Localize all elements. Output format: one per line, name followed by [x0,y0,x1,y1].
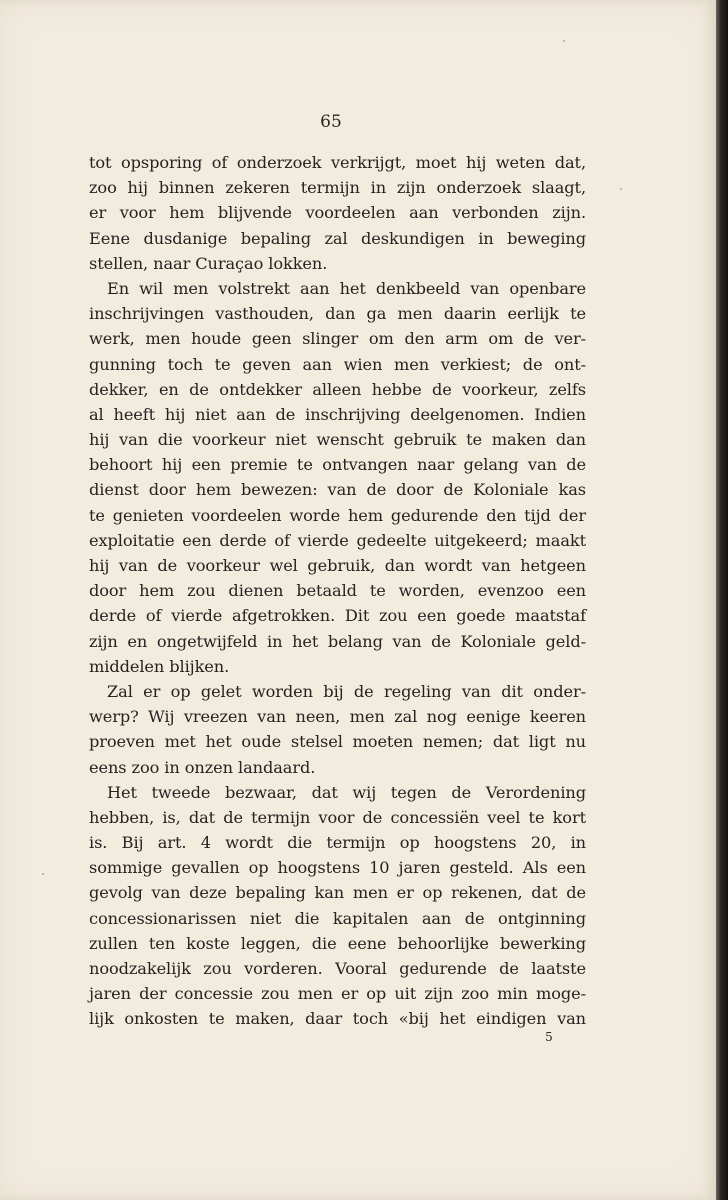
text-line: gunning toch te geven aan wien men verkiest; de ont- [89,354,586,374]
paper-speck [620,188,622,190]
text-line: gevolg van deze bepaling kan men er op rekenen, dat de [89,883,586,903]
paper-speck [563,40,565,42]
text-line: hij van die voorkeur niet wenscht gebruik te maken dan [89,430,586,450]
text-line: zullen ten koste leggen, die eene behoorlijke bewerking [89,933,586,953]
signature-mark: 5 [545,1030,553,1044]
text-line: noodzakelijk zou vorderen. Vooral gedurende de laatste [89,959,586,978]
paragraph [89,679,586,780]
text-line: lijk onkosten te maken, daar toch «bij het eindigen van [89,1009,586,1029]
text-line: exploitatie een derde of vierde gedeelte uitgekeerd; maakt [89,530,586,550]
text-line: Zal er op gelet worden bij de regeling van dit onder- [107,681,586,701]
paragraph [89,150,586,276]
text-line: te genieten voordeelen worde hem gedurende den tijd der [89,505,586,525]
text-line: hij van de voorkeur wel gebruik, dan wordt van hetgeen [89,556,586,575]
paragraph [89,780,586,1032]
paragraph [89,276,586,679]
text-line: dekker, en de ontdekker alleen hebbe de voorkeur, zelfs [89,379,586,399]
page-number: 65 [320,112,342,132]
text-line: werk, men houde geen slinger om den arm om de ver- [89,329,586,349]
text-line: jaren der concessie zou men er op uit zijn zoo min moge- [89,984,586,1004]
text-line: sommige gevallen op hoogstens 10 jaren gesteld. Als een [89,858,586,878]
text-line: middelen blijken. [89,656,230,676]
text-line: En wil men volstrekt aan het denkbeeld van openbare [107,278,586,298]
text-line: dienst door hem bewezen: van de door de Koloniale kas [89,480,586,500]
text-line: is. Bij art. 4 wordt die termijn op hoogstens 20, in [89,833,586,853]
text-line: werp? Wij vreezen van neen, men zal nog eenige keeren [89,707,586,727]
text-line: tot opsporing of onderzoek verkrijgt, moet hij weten dat, [89,153,586,172]
text-line: Het tweede bezwaar, dat wij tegen de Verordening [107,782,586,802]
body-text [89,150,586,1032]
page-edge [716,0,728,1200]
text-line: Eene dusdanige bepaling zal deskundigen in beweging [89,228,586,248]
text-line: eens zoo in onzen landaard. [89,757,316,777]
text-line: er voor hem blijvende voordeelen aan verbonden zijn. [89,203,586,223]
text-line: inschrijvingen vasthouden, dan ga men daarin eerlijk te [89,304,586,324]
text-line: derde of vierde afgetrokken. Dit zou een goede maatstaf [89,606,586,626]
text-line: concessionarissen niet die kapitalen aan de ontginning [89,908,586,928]
text-line: al heeft hij niet aan de inschrijving deelgenomen. Indien [89,404,586,424]
text-line: zoo hij binnen zekeren termijn in zijn onderzoek slaagt, [89,178,586,198]
text-line: door hem zou dienen betaald te worden, evenzoo een [89,581,586,601]
text-line: stellen, naar Curaçao lokken. [89,253,328,273]
text-line: hebben, is, dat de termijn voor de concessiën veel te kort [89,807,586,827]
text-line: proeven met het oude stelsel moeten nemen; dat ligt nu [89,732,586,752]
paper-speck [42,873,44,875]
text-line: behoort hij een premie te ontvangen naar gelang van de [89,455,586,475]
text-line: zijn en ongetwijfeld in het belang van de Koloniale geld- [89,631,586,651]
